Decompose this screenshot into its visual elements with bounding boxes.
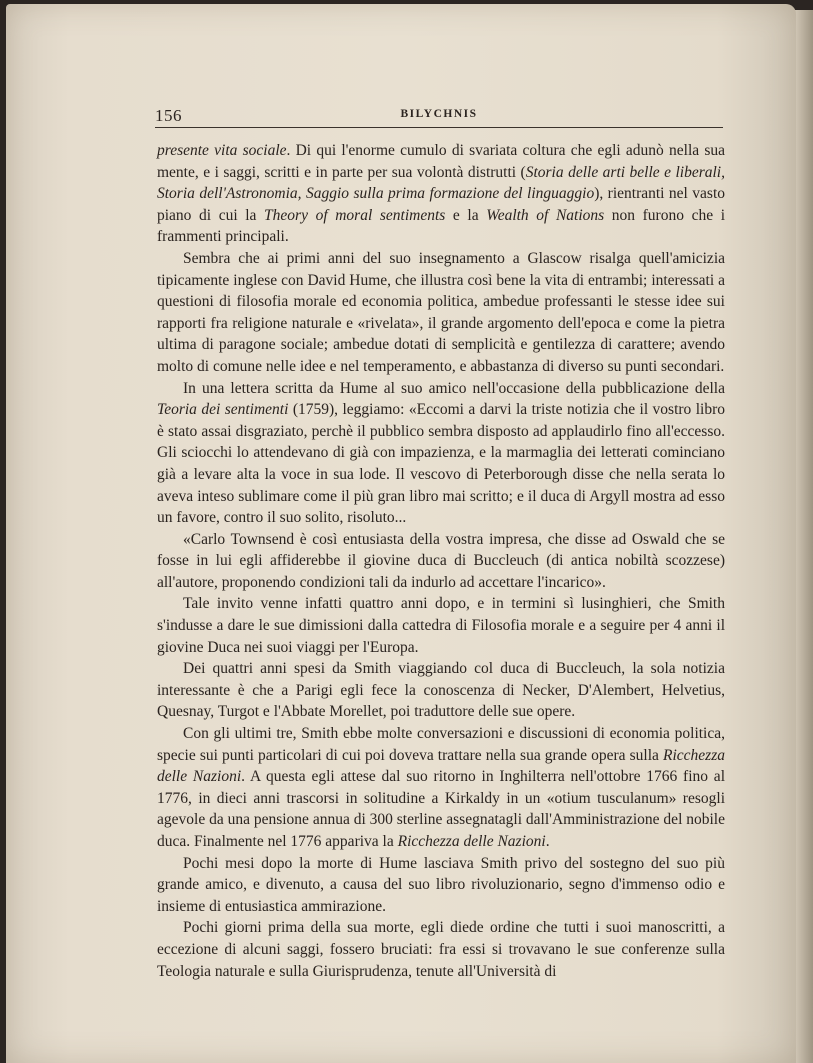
paragraph [157, 917, 725, 982]
text-run: . A questa egli attese dal suo ritorno in Inghilterra nell'ottobre 1766 fino al 1776, in dieci anni trascorsi in solitudine a Kirkaldy in un «otium tusculanum» resogli agevole da una pensione annua di 300 sterline assegnatagli dall'Amministrazione del nobile duca. Finalmente nel 1776 appariva la [157, 768, 725, 850]
paragraph [157, 658, 725, 723]
text-run: Pochi mesi dopo la morte di Hume lasciava Smith privo del sostegno del suo più grande amico, e divenuto, a causa del suo libro rivoluzionario, segno d'immenso odio e insieme di entusiastica ammirazione. [157, 854, 725, 915]
paragraph [157, 140, 725, 248]
paragraph [157, 529, 725, 594]
paragraph [157, 723, 725, 853]
paragraph [157, 378, 725, 529]
italic-text-run: Theory of moral sentiments [264, 206, 446, 224]
text-run: e la [445, 206, 487, 224]
body-text [157, 140, 725, 982]
italic-text-run: Storia delle arti belle e liberali, Storia dell'Astronomia, Saggio sulla prima formazione del linguaggio [157, 163, 725, 203]
text-run: . Di qui l'enorme cumulo di svariata coltura che egli adunò nella sua mente, e i saggi, scritti e in parte per sua volontà distrutti ( [157, 142, 725, 181]
running-title: BILYCHNIS [400, 108, 478, 120]
header-rule [155, 127, 723, 128]
page-number: 156 [155, 106, 182, 125]
text-run: Dei quattri anni spesi da Smith viaggiando col duca di Buccleuch, la sola notizia interessante è che a Parigi egli fece la conoscenza di Necker, D'Alembert, Helvetius, Quesnay, Turgot e l'Abbate Morellet, poi traduttore delle sue opere. [157, 660, 725, 721]
text-run: . [545, 833, 550, 850]
italic-text-run: Wealth of Nations [486, 206, 605, 224]
text-run: Con gli ultimi tre, Smith ebbe molte conversazioni e discussioni di economia politica, specie sui punti particolari di cui poi doveva trattare nella sua grande opera sulla [157, 725, 725, 764]
italic-text-run: Teoria dei sentimenti [157, 401, 289, 419]
paragraph [157, 593, 725, 658]
text-run: In una lettera scritta da Hume al suo amico nell'occasione della pubblicazione della [183, 379, 725, 397]
text-run: ), rientranti nel vasto piano di cui la [157, 185, 725, 224]
paragraph [157, 853, 725, 918]
italic-text-run: Ricchezza delle Nazioni [397, 833, 546, 850]
italic-text-run: Ricchezza delle Nazioni [157, 746, 725, 786]
text-run: non furono che i frammenti principali. [157, 206, 725, 246]
paragraph [157, 248, 725, 378]
page-header [155, 106, 723, 126]
text-run: Pochi giorni prima della sua morte, egli diede ordine che tutti i suoi manoscritti, a eccezione di alcuni saggi, fossero bruciati: fra essi si trovavano le sue conferenze sulla Teologia naturale e sulla Giurisprudenza, tenute all'Università di [157, 919, 725, 980]
italic-text-run: presente vita sociale [157, 142, 287, 159]
text-run: «Carlo Townsend è così entusiasta della vostra impresa, che disse ad Oswald che se fosse in lui egli affiderebbe il giovine duca di Buccleuch (di antica nobiltà scozzese) all'autore, proponendo condizioni tali da indurlo ad accettare l'incarico». [157, 530, 725, 591]
text-run: (1759), leggiamo: «Eccomi a darvi la triste notizia che il vostro libro è stato assai disgraziato, perchè il pubblico sembra disposto ad applaudirlo fino all'eccesso. Gli sciocchi lo attendevano di già con impazienza, e la marmaglia dei letterati cominciano già a levare alta la voce in sua lode. Il vescovo di Peterborough disse che nella serata lo aveva inteso sublimare come il più gran libro mai scritto; e il duca di Argyll mostra ad esso un favore, contro il suo solito, risoluto... [157, 401, 726, 527]
text-run: Tale invito venne infatti quattro anni dopo, e in termini sì lusinghieri, che Smith s'indusse a dare le sue dimissioni dalla cattedra di Filosofia morale e a seguire per 4 anni il giovine Duca nei suoi viaggi per l'Europa. [157, 595, 725, 656]
text-run: Sembra che ai primi anni del suo insegnamento a Glascow risalga quell'amicizia tipicamente inglese con David Hume, che illustra così bene la vita di entrambi; interessati a questioni di filosofia morale ed economia politica, ambedue professanti le stesse idee sui rapporti fra religione naturale e «rivelata», il grande argomento dell'epoca e come la pietra ultima di paragone sociale; ambedue dotati di semplicità e gentilezza di carattere; avendo molto di comune nelle idee e nel temperamento, e abbastanza di diverso su punti secondari. [157, 249, 725, 375]
